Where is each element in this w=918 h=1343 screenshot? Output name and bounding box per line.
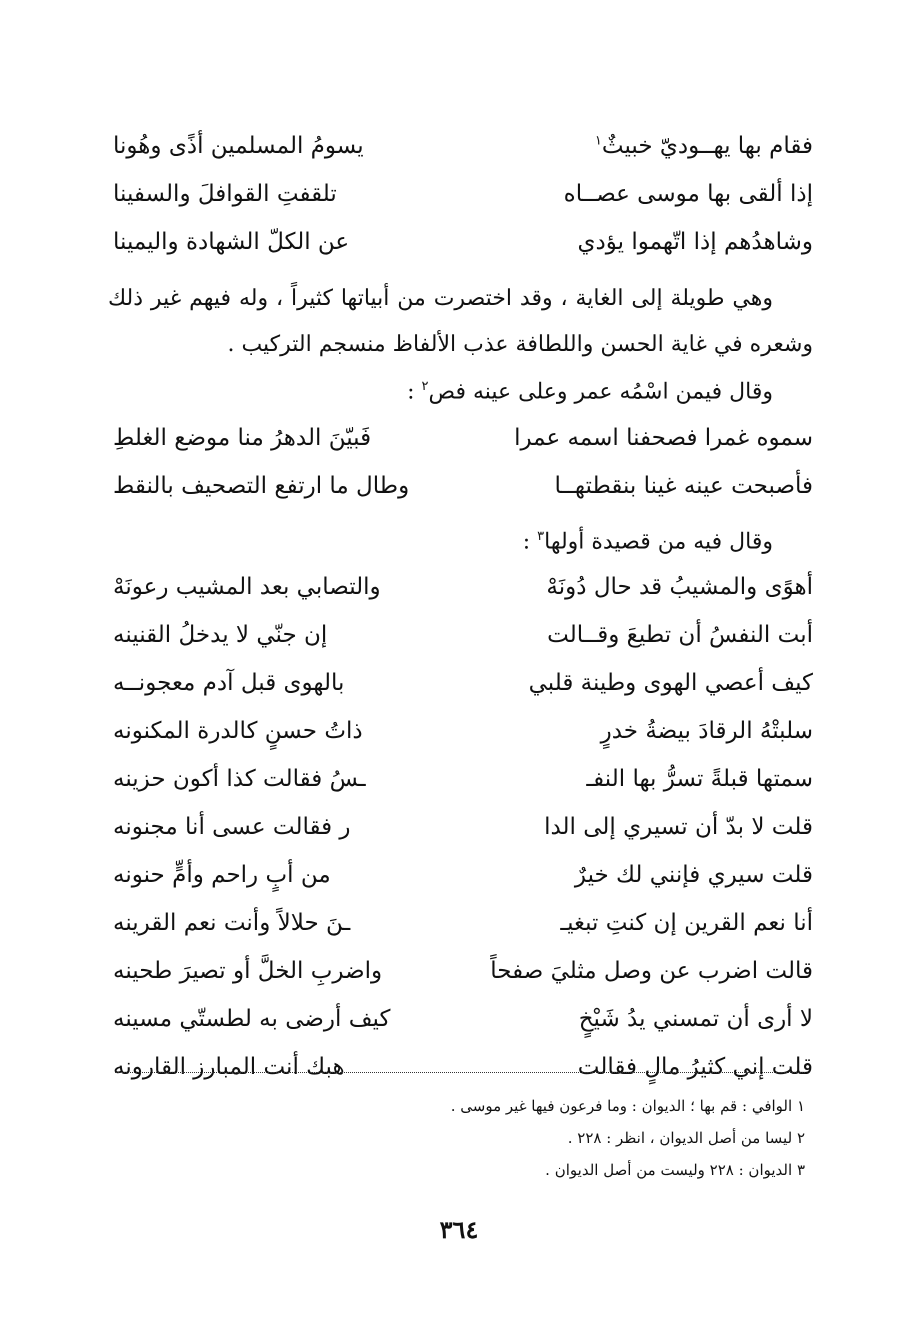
poem-intro xyxy=(73,514,813,560)
verse-first-hemistich: كيف أعصي الهوى وطينة قلبي xyxy=(528,670,813,696)
verse-line xyxy=(113,995,813,1043)
verse-second-hemistich: فَبيّنَ الدهرُ منا موضع الغلطِ xyxy=(113,425,372,451)
verse-first-hemistich: سمتها قبلةً تسرُّ بها النفـ xyxy=(586,766,813,792)
verse-block-2 xyxy=(113,414,813,510)
verse-line xyxy=(113,947,813,995)
verse-line xyxy=(113,563,813,611)
verse-line xyxy=(113,218,813,266)
verse-second-hemistich: ر فقالت عسى أنا مجنونه xyxy=(113,814,351,840)
hemistich-text: فقام بها يهــوديّ خبيثٌ xyxy=(601,133,813,159)
verse-second-hemistich: يسومُ المسلمين أذًى وهُونا xyxy=(113,133,364,159)
footnote-marker: ١ xyxy=(594,133,602,149)
footnote-number: ٣ xyxy=(796,1161,805,1179)
verse-line xyxy=(113,611,813,659)
verse-first-hemistich: سلبتْهُ الرقادَ بيضةُ خدرٍ xyxy=(600,718,813,744)
footnote-text: الديوان : ٢٢٨ وليست من أصل الديوان . xyxy=(545,1161,793,1179)
verse-second-hemistich: ذاتُ حسنٍ كالدرة المكنونه xyxy=(113,718,363,744)
verse-second-hemistich: ـسُ فقالت كذا أكون حزينه xyxy=(113,766,366,792)
footnote-text: الوافي : قم بها ؛ الديوان : وما فرعون فيها غير موسى . xyxy=(450,1097,793,1115)
verse-line xyxy=(113,707,813,755)
verse-first-hemistich: إذا ألقى بها موسى عصــاه xyxy=(563,181,813,207)
intro-text: وقال فيمن اسْمُه عمر وعلى عينه فص xyxy=(428,379,773,405)
verse-line xyxy=(113,803,813,851)
footnote-number: ٢ xyxy=(796,1129,805,1147)
verse-second-hemistich: بالهوى قبل آدم معجونــه xyxy=(113,670,345,696)
verse-line xyxy=(113,462,813,510)
poem-intro xyxy=(73,364,813,410)
page-number: ٣٦٤ xyxy=(439,1215,479,1244)
verse-first-hemistich: لا أرى أن تمسني يدُ شَيْخٍ xyxy=(578,1006,813,1032)
verse-line xyxy=(113,1043,813,1091)
footnote-marker: ٢ xyxy=(421,379,429,394)
verse-second-hemistich: إن جنّي لا يدخلُ القنينه xyxy=(113,622,328,648)
footnote-separator xyxy=(115,1072,805,1073)
verse-second-hemistich: من أبٍ راحم وأمٍّ حنونه xyxy=(113,862,331,888)
verse-first-hemistich: وشاهدُهم إذا اتّهموا يؤدي xyxy=(577,229,813,255)
intro-colon: : xyxy=(407,379,422,405)
verse-second-hemistich: كيف أرضى به لطستّي مسينه xyxy=(113,1006,391,1032)
footnote xyxy=(113,1090,813,1122)
footnote-text: ليسا من أصل الديوان ، انظر : ٢٢٨ . xyxy=(567,1129,793,1147)
verse-second-hemistich: تلقفتِ القوافلَ والسفينا xyxy=(113,181,337,207)
verse-line xyxy=(113,122,813,170)
footnote-number: ١ xyxy=(796,1097,805,1115)
verse-line xyxy=(113,170,813,218)
verse-line xyxy=(113,899,813,947)
intro-colon: : xyxy=(522,529,538,555)
verse-first-hemistich: قالت اضرب عن وصل مثليَ صفحاً xyxy=(490,958,813,984)
footnote xyxy=(113,1154,813,1186)
verse-second-hemistich: عن الكلّ الشهادة واليمينا xyxy=(113,229,350,255)
verse-second-hemistich: وطال ما ارتفع التصحيف بالنقط xyxy=(113,473,410,499)
verse-block-top xyxy=(113,122,813,266)
verse-first-hemistich: أهوًى والمشيبُ قد حال دُونَهْ xyxy=(546,574,813,600)
intro-text: وقال فيه من قصيدة أولها xyxy=(544,529,773,555)
verse-second-hemistich: هبك أنت المبارز القارونه xyxy=(113,1054,345,1080)
verse-line xyxy=(113,851,813,899)
verse-first-hemistich: سموه غمرا فصحفنا اسمه عمرا xyxy=(514,425,813,451)
verse-first-hemistich: قلت سيري فإنني لك خيرٌ xyxy=(574,862,813,888)
verse-first-hemistich: أنا نعم القرين إن كنتِ تبغيـ xyxy=(560,910,813,936)
verse-second-hemistich: ـنَ حلالاً وأنت نعم القرينه xyxy=(113,910,351,936)
verse-first-hemistich: قلت إني كثيرُ مالٍ فقالت xyxy=(577,1054,813,1080)
verse-first-hemistich xyxy=(595,133,813,159)
verse-second-hemistich: واضربِ الخلَّ أو تصيرَ طحينه xyxy=(113,958,383,984)
prose-paragraph: وهي طويلة إلى الغاية ، وقد اختصرت من أبياتها كثيراً ، وله فيهم غير ذلك وشعره في غاية الحسن واللطافة عذب الألفاظ منسجم التركيب . xyxy=(108,286,813,357)
verse-line xyxy=(113,659,813,707)
verse-first-hemistich: أبت النفسُ أن تطيعَ وقــالت xyxy=(547,622,813,648)
verse-first-hemistich: فأصبحت عينه غينا بنقطتهــا xyxy=(554,473,813,499)
footnote-marker: ٣ xyxy=(537,529,545,544)
verse-block-3 xyxy=(113,563,813,1091)
verse-line xyxy=(113,414,813,462)
verse-second-hemistich: والتصابي بعد المشيب رعونَهْ xyxy=(113,574,381,600)
footnote xyxy=(113,1122,813,1154)
footnotes xyxy=(113,1090,813,1186)
verse-first-hemistich: قلت لا بدّ أن تسيري إلى الدا xyxy=(544,814,813,840)
verse-line xyxy=(113,755,813,803)
